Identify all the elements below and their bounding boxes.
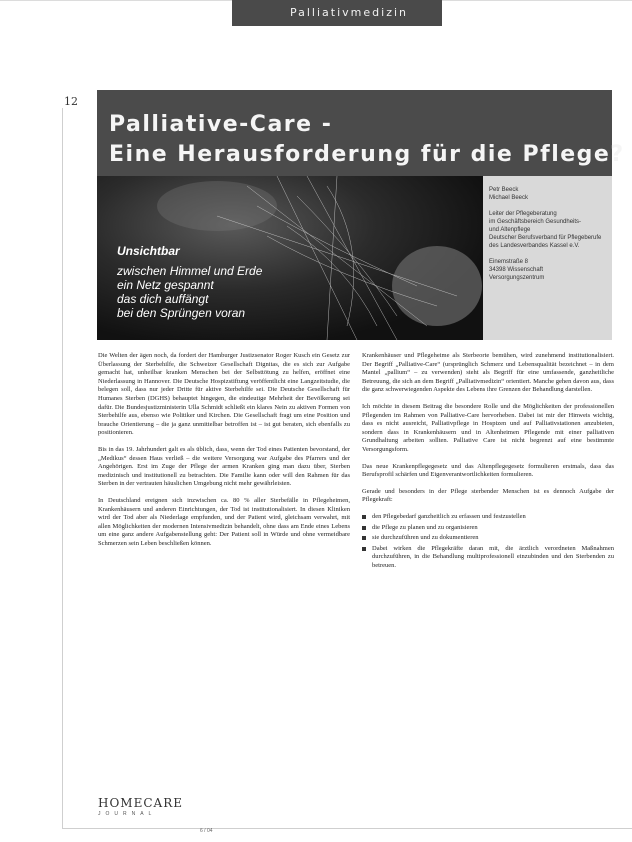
journal-logo-subtitle: JOURNAL [98, 811, 157, 817]
photo-caption [117, 244, 262, 320]
affiliation-line: im Geschäftsbereich Gesundheits- [489, 219, 582, 225]
affiliation-line: und Altenpflege [489, 227, 531, 233]
caption-line: zwischen Himmel und Erde [117, 264, 263, 278]
paragraph: In Deutschland ereignen sich inzwischen ca. 80 % aller Sterbefälle in Pflegeheimen, Krankenhäusern und anderen Einrichtungen, der Tod ist institutionalisiert. In diesen Kliniken wird der Tod aber als Niederlage empfunden, und der Patient wird, gleichsam verwahrt, mit allen Möglichkeiten der modernen Intensivmedizin behandelt, ohne dass am Ende eines Lebens um eine ganz andere Aufgabenstellung geht: Der Patient soll in Würde und ohne vermeidbare Schmerzen sein Leben beschließen können. [98, 496, 350, 547]
paragraph: Gerade und besonders in der Pflege sterbender Menschen ist es dennoch Aufgabe der Pflegekraft: [362, 487, 614, 504]
page-number: 12 [64, 95, 78, 108]
caption-head: Unsichtbar [117, 244, 180, 258]
section-tab: Palliativmedizin [232, 0, 442, 26]
author-line: Petr Beeck [489, 187, 519, 193]
bullet-item: den Pflegebedarf ganzheitlich zu erfassen und festzustellen [362, 513, 614, 522]
article-column-right [362, 352, 614, 572]
issue-number: 6 / 04 [200, 828, 213, 834]
bullet-item: Dabei wirken die Pflegekräfte daran mit, die ärztlich verordneten Maßnahmen durchzuführen, in die Behandlung multiprofessionell einzubinden und den Sterbenden zu betreuen. [362, 545, 614, 571]
paragraph: Das neue Krankenpflegegesetz und das Altenpflegegesetz formulieren erstmals, dass das Berufsprofil schärfen und Eigenverantwortlichkeiten formulieren. [362, 462, 614, 479]
paragraph: Bis in das 19. Jahrhundert galt es als üblich, dass, wenn der Tod eines Patienten bevorstand, der „Medikus“ dessen Haus verließ – die weitere Versorgung war Aufgabe des Pfarrers und der Angehörigen. Erst im Zuge der Pflege der armen Kranken ging man dazu über, Sterben medizinisch und institutionell zu betrachten. Die Familie kann oder will den Rahmen für das Sterben in der vertrauten häuslichen Umgebung nicht mehr gewährleisten. [98, 445, 350, 488]
caption-line: ein Netz gespannt [117, 278, 214, 292]
affiliation-line: Deutscher Berufsverband für Pflegeberufe [489, 235, 602, 241]
left-margin-rule [62, 108, 63, 828]
affiliation-line: Leiter der Pflegeberatung [489, 211, 557, 217]
author-info-box [483, 176, 612, 340]
bottom-rule [62, 828, 632, 829]
journal-logo-name: HOMECARE [98, 796, 183, 810]
bullet-item: sie durchzuführen und zu dokumentieren [362, 534, 614, 543]
caption-line: das dich auffängt [117, 292, 209, 306]
title-line-1: Palliative-Care - [109, 112, 333, 137]
article-column-left [98, 352, 350, 556]
address-line: Versorgungszentrum [489, 275, 545, 281]
task-bullet-list [362, 513, 614, 571]
title-line-2: Eine Herausforderung für die Pflege? [109, 142, 625, 167]
paragraph: Ich möchte in diesem Beitrag die besondere Rolle und die Möglichkeiten der professionellen Pflegenden im Rahmen von Palliative-Care hervorheben. Dabei ist mir der Hinweis wichtig, dass es nicht ausreicht, Palliativpflege in Hospizen und auf Palliativstationen anzubieten, sondern dass in Krankenhäusern und in Altenheimen Pflegende mit einer palliativen Grundhaltung arbeiten sollten. Palliative Care ist nicht begrenzt auf eine bestimmte Versorgungsform. [362, 402, 614, 453]
bullet-item: die Pflege zu planen und zu organisieren [362, 524, 614, 533]
journal-logo [98, 796, 183, 817]
spider-web-photo [97, 176, 483, 340]
affiliation-line: des Landesverbandes Kassel e.V. [489, 243, 580, 249]
paragraph: Krankenhäuser und Pflegeheime als Sterbeorte bemühen, wird zunehmend institutionalisiert. Der Begriff „Palliative-Care“ (ursprünglich Schmerz und Lebensqualität bezeichnet – in dem Mantel „pallium“ – zu verwenden) steht als Begriff für eine umfassende, ganzheitliche Betreuung, die sich an dem Begriff „Palliativmedizin“ orientiert. Manche gehen davon aus, dass die ganz schwerwiegenden Aspekte des Lebens ihre Grenzen der Behandlung darstellen. [362, 352, 614, 394]
address-line: Einemstraße 8 [489, 259, 529, 265]
author-line: Michael Beeck [489, 195, 529, 201]
title-band [97, 90, 625, 176]
address-line: 34398 Wissenschaft [489, 267, 544, 273]
paragraph: Die Welten der ägen noch, da fordert der Hamburger Justizsenator Roger Kusch ein Gesetz zur Überlassung der Sterbehilfe, die Schweizer Gesellschaft Dignitas, die es sich zur Aufgabe gemacht hat, unheilbar kranken Menschen bei der Selbsttötung zu helfen, eröffnet eine Niederlassung in Hannover. Die Deutsche Hospizstiftung veröffentlicht eine Langzeitstudie, die belegen soll, dass nur jeder Dritte für aktive Sterbehilfe sei. Die Deutsche Gesellschaft für Humanes Sterben (DGHS) behauptet hingegen, die eindeutige Mehrheit der Bevölkerung sei dafür. Die Bundesjustizministerin Ulla Schmidt schließt ein klares Nein zu aktiven Formen von Sterbehilfe aus, ebenso wie Politiker und Kirchen. Die Gesellschaft fragt um eine Position und brauche Orientierung – die ja ganz unmittelbar betroffen ist – ist gut beraten, sich ebenfalls zu positionieren. [98, 352, 350, 437]
caption-line: bei den Sprüngen voran [117, 306, 246, 320]
